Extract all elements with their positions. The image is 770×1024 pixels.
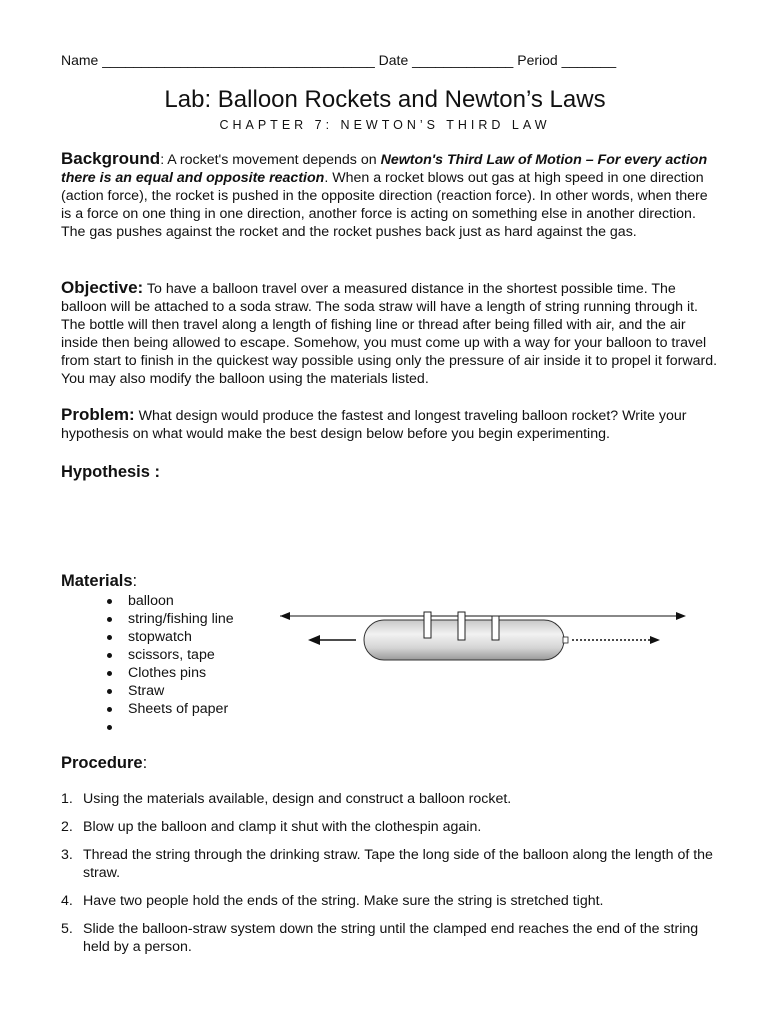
- hypothesis-heading: Hypothesis :: [61, 463, 161, 481]
- page-title: Lab: Balloon Rockets and Newton’s Laws: [164, 86, 606, 113]
- list-item: 4. Have two people hold the ends of the string. Make sure the string is stretched tight.: [61, 893, 604, 909]
- period-blank: _______: [561, 52, 617, 68]
- procedure-heading-text: Procedure: [61, 754, 143, 772]
- string-line: [280, 612, 686, 620]
- problem-heading: Problem:: [61, 405, 135, 424]
- list-item: stopwatch: [105, 628, 234, 646]
- objective-section: [61, 279, 721, 388]
- materials-heading-text: Materials: [61, 572, 133, 590]
- objective-body: To have a balloon travel over a measured distance in the shortest possible time. The balloon will be attached to a soda straw. The soda straw will have a length of string running through it. The bottle will then travel along a length of fishing line or thread after being filled with air, and the air inside then being allowed to escape. Somehow, you must come up with a way for your balloon to travel from start to finish in the quickest way possible using only the pressure of air inside it to propel it forward. You may also modify the balloon using the materials listed.: [61, 281, 718, 387]
- problem-body: What design would produce the fastest and longest traveling balloon rocket? Write your hypothesis on what would make the best design below before you begin experimenting.: [61, 408, 687, 442]
- background-heading: Background: [61, 149, 161, 168]
- background-body: . When a rocket blows out gas at high speed in one direction (action force), the rocket is pushed in the opposite direction (reaction force). In other words, when there is a force on one thing in one direction, another force is acting on something else in another direction. The gas pushes against the rocket and the rocket pushes back just as hard against the gas.: [61, 170, 708, 240]
- list-item: Straw: [105, 682, 234, 700]
- list-item: [105, 718, 234, 736]
- materials-heading-colon: :: [132, 572, 138, 590]
- procedure-list: [61, 790, 721, 966]
- background-emphasis: Newton's Third Law of Motion – For every action there is an equal and opposite reaction: [61, 152, 708, 186]
- procedure-heading-colon: :: [142, 754, 148, 772]
- list-item: Clothes pins: [105, 664, 234, 682]
- list-item: Sheets of paper: [105, 700, 234, 718]
- date-blank: _____________: [412, 52, 514, 68]
- problem-section: [61, 406, 721, 443]
- balloon-rocket-diagram: [270, 600, 700, 680]
- name-blank: ___________________________________: [102, 52, 375, 68]
- materials-heading: [61, 572, 137, 591]
- list-item: 1. Using the materials available, design and construct a balloon rocket.: [61, 791, 512, 807]
- list-item: 2. Blow up the balloon and clamp it shut with the clothespin again.: [61, 819, 482, 835]
- page-subtitle: CHAPTER 7: NEWTON’S THIRD LAW: [219, 118, 551, 132]
- period-label: Period: [517, 52, 558, 68]
- background-intro: : A rocket's movement depends on: [160, 152, 381, 168]
- list-item: 3. Thread the string through the drinking straw. Tape the long side of the balloon along the length of the straw.: [61, 847, 713, 881]
- list-item: scissors, tape: [105, 646, 234, 664]
- student-info-line: [61, 52, 616, 68]
- objective-heading: Objective:: [61, 278, 144, 297]
- list-item: 5. Slide the balloon-straw system down the string until the clamped end reaches the end of the string held by a person.: [61, 921, 699, 955]
- list-item: string/fishing line: [105, 610, 234, 628]
- materials-list: [105, 592, 234, 736]
- name-label: Name: [61, 52, 99, 68]
- exhaust-arrow-icon: [563, 636, 660, 644]
- procedure-heading: [61, 754, 147, 773]
- motion-arrow-icon: [308, 635, 356, 645]
- date-label: Date: [378, 52, 409, 68]
- background-section: [61, 150, 721, 241]
- list-item: balloon: [105, 592, 234, 610]
